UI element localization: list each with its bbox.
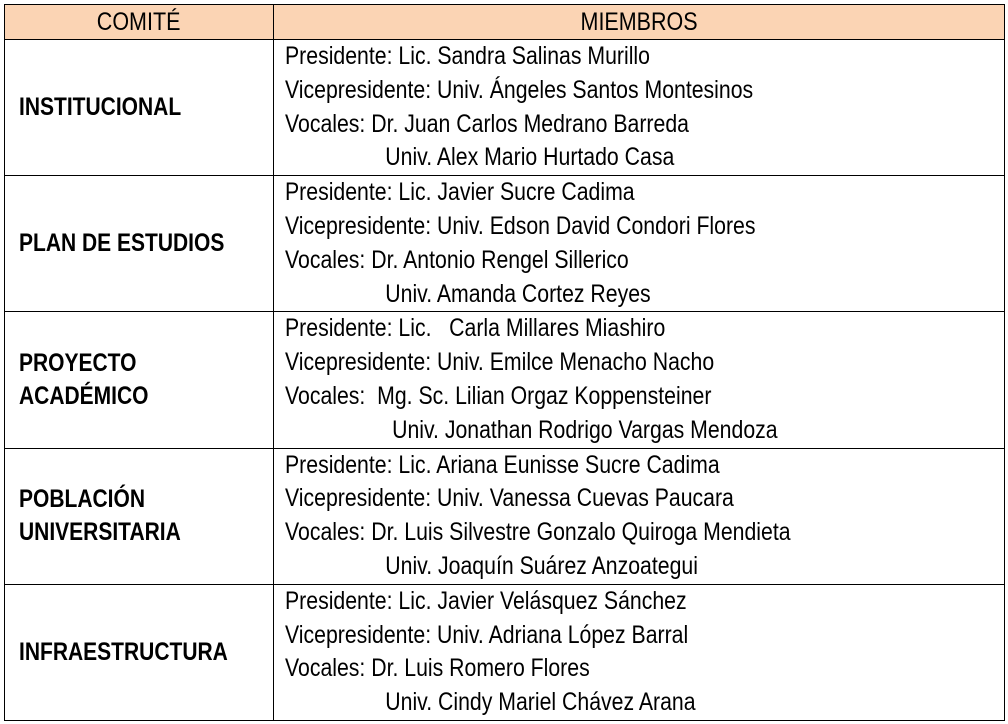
vocal-line: Vocales: Dr. Antonio Rengel Sillerico xyxy=(285,245,629,274)
table-row xyxy=(5,448,1005,584)
vocal-line-secondary: Univ. Amanda Cortez Reyes xyxy=(385,279,651,308)
committee-name xyxy=(19,347,149,413)
vocal-line-secondary: Univ. Cindy Mariel Chávez Arana xyxy=(385,688,696,717)
table-row xyxy=(5,584,1005,720)
president-line: Presidente: Lic. Sandra Salinas Murillo xyxy=(285,42,650,70)
committee-cell xyxy=(5,40,274,176)
committee-name-line: PLAN DE ESTUDIOS xyxy=(19,229,225,258)
committee-cell xyxy=(5,448,274,584)
members-cell xyxy=(274,584,1005,720)
committee-name-line: ACADÉMICO xyxy=(19,381,149,410)
vicepresident-line: Vicepresidente: Univ. Adriana López Barral xyxy=(285,620,689,649)
committee-name-line: PROYECTO xyxy=(19,348,137,377)
vocal-line: Vocales: Dr. Luis Silvestre Gonzalo Quiroga Mendieta xyxy=(285,518,791,547)
table-header xyxy=(5,5,1005,40)
members-cell xyxy=(274,176,1005,312)
president-line: Presidente: Lic. Ariana Eunisse Sucre Cadima xyxy=(285,450,720,479)
members-cell xyxy=(274,448,1005,584)
president-line: Presidente: Lic. Carla Millares Miashiro xyxy=(285,314,666,343)
header-members-label: MIEMBROS xyxy=(580,7,698,36)
vicepresident-line: Vicepresidente: Univ. Vanessa Cuevas Paucara xyxy=(285,484,734,513)
members-cell xyxy=(274,312,1005,448)
committee-table xyxy=(4,4,1005,721)
president-line: Presidente: Lic. Javier Velásquez Sánchez xyxy=(285,586,687,615)
committee-name-line: INFRAESTRUCTURA xyxy=(19,637,228,666)
vocal-line: Vocales: Mg. Sc. Lilian Orgaz Koppensteiner xyxy=(285,381,712,410)
vocal-line-secondary: Univ. Jonathan Rodrigo Vargas Mendoza xyxy=(392,415,778,444)
committee-name xyxy=(19,227,224,260)
vocal-line-secondary: Univ. Joaquín Suárez Anzoategui xyxy=(385,551,698,580)
table-row xyxy=(5,40,1005,176)
vicepresident-line: Vicepresidente: Univ. Edson David Condori Flores xyxy=(285,211,756,240)
committee-name xyxy=(19,483,181,549)
header-committee-label: COMITÉ xyxy=(97,7,181,36)
president-line: Presidente: Lic. Javier Sucre Cadima xyxy=(285,178,635,207)
vicepresident-line: Vicepresidente: Univ. Ángeles Santos Montesinos xyxy=(285,75,754,104)
committee-name-line: UNIVERSITARIA xyxy=(19,518,181,547)
table-row xyxy=(5,312,1005,448)
vocal-line: Vocales: Dr. Juan Carlos Medrano Barreda xyxy=(285,109,689,138)
table-row xyxy=(5,176,1005,312)
header-members xyxy=(274,5,1005,40)
committee-cell xyxy=(5,584,274,720)
vicepresident-line: Vicepresidente: Univ. Emilce Menacho Nacho xyxy=(285,348,715,377)
committee-name-line: POBLACIÓN xyxy=(19,485,145,514)
committee-name xyxy=(19,91,181,124)
vocal-line-secondary: Univ. Alex Mario Hurtado Casa xyxy=(385,143,675,172)
vocal-line: Vocales: Dr. Luis Romero Flores xyxy=(285,654,590,683)
committee-cell xyxy=(5,176,274,312)
table-body xyxy=(5,40,1005,721)
committee-cell xyxy=(5,312,274,448)
header-row xyxy=(5,5,1005,40)
header-committee xyxy=(5,5,274,40)
committee-name-line: INSTITUCIONAL xyxy=(19,93,182,122)
committee-name xyxy=(19,636,228,669)
members-cell xyxy=(274,40,1005,176)
